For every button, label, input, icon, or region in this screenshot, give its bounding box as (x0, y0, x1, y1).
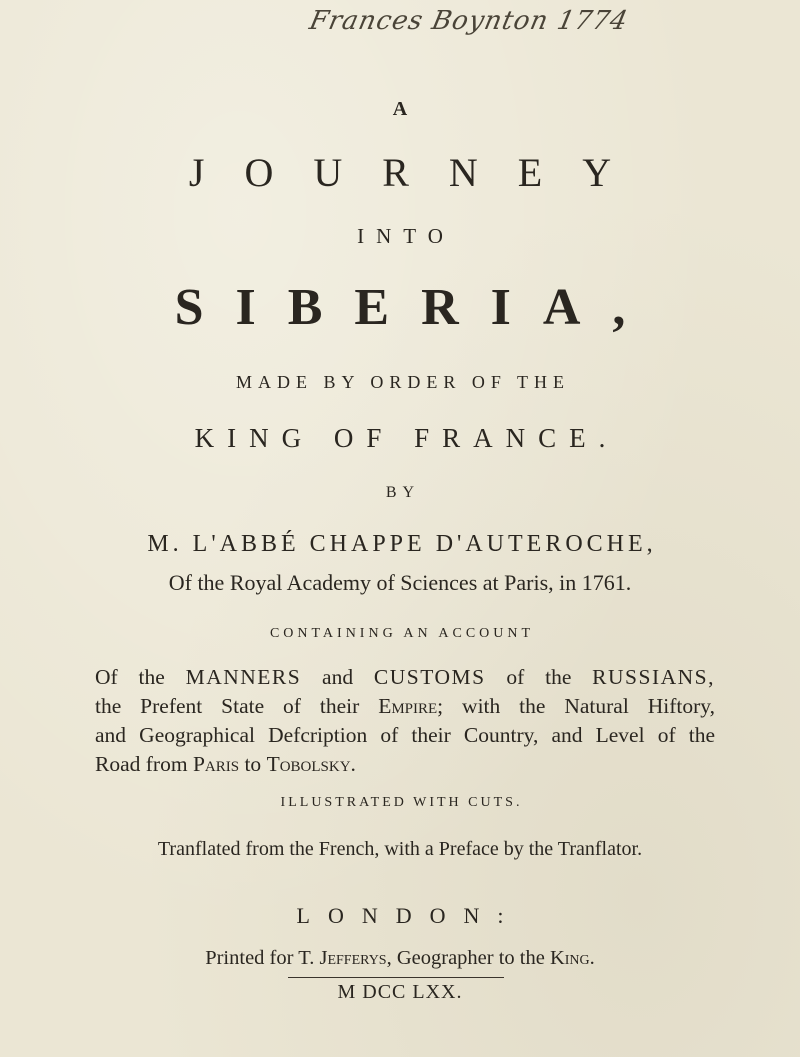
translated-line: Tranflated from the French, with a Preface by the Tranflator. (157, 838, 643, 860)
description-line (95, 663, 715, 692)
title-article: A (392, 98, 408, 120)
text-span: MANNERS (185, 665, 302, 689)
text-span: and (301, 665, 374, 689)
text-span: King (549, 947, 590, 969)
by-line: BY (385, 484, 421, 501)
text-span: . (350, 752, 356, 776)
description-line (95, 750, 715, 779)
title-siberia: SIBERIA, (174, 279, 658, 336)
text-span: Tobolsky (266, 752, 351, 776)
text-span: Empire (378, 694, 438, 718)
text-span: . (589, 947, 595, 969)
text-span: Road from (95, 752, 193, 776)
owner-signature: Frances Boynton 1774 (306, 6, 631, 36)
imprint-date: M DCC LXX. (337, 981, 463, 1003)
imprint-rule (288, 977, 504, 978)
text-span: Of the (95, 665, 186, 689)
contents-description (95, 663, 715, 779)
text-span: the Prefent State of their (95, 694, 379, 718)
text-span: Printed for T. (205, 947, 320, 969)
text-span: RUSSIANS, (592, 665, 715, 689)
imprint-place: LONDON: (296, 903, 522, 928)
description-line: and Geographical Defcription of their Country, and Level of the (95, 723, 715, 747)
containing-heading: CONTAINING AN ACCOUNT (269, 626, 535, 641)
illustrated-line: ILLUSTRATED WITH CUTS. (280, 795, 523, 810)
author-affiliation: Of the Royal Academy of Sciences at Paris, in 1761. (168, 570, 632, 595)
text-span: Paris (192, 752, 240, 776)
made-by-order-line: MADE BY ORDER OF THE (235, 372, 570, 392)
text-span: to (239, 752, 267, 776)
text-span: ; with the Natural Hiftory, (437, 694, 715, 718)
imprint-printer (0, 947, 800, 970)
king-of-france-line: KING OF FRANCE. (194, 423, 619, 453)
title-into: INTO (357, 224, 455, 248)
text-span: CUSTOMS (373, 665, 486, 689)
text-span: of the (485, 665, 593, 689)
author-name: M. L'ABBÉ CHAPPE D'AUTEROCHE, (147, 531, 657, 557)
text-span: Jefferys (319, 947, 387, 969)
description-line (95, 692, 715, 721)
title-journey: JOURNEY (188, 150, 652, 195)
text-span: , Geographer to the (386, 947, 550, 969)
